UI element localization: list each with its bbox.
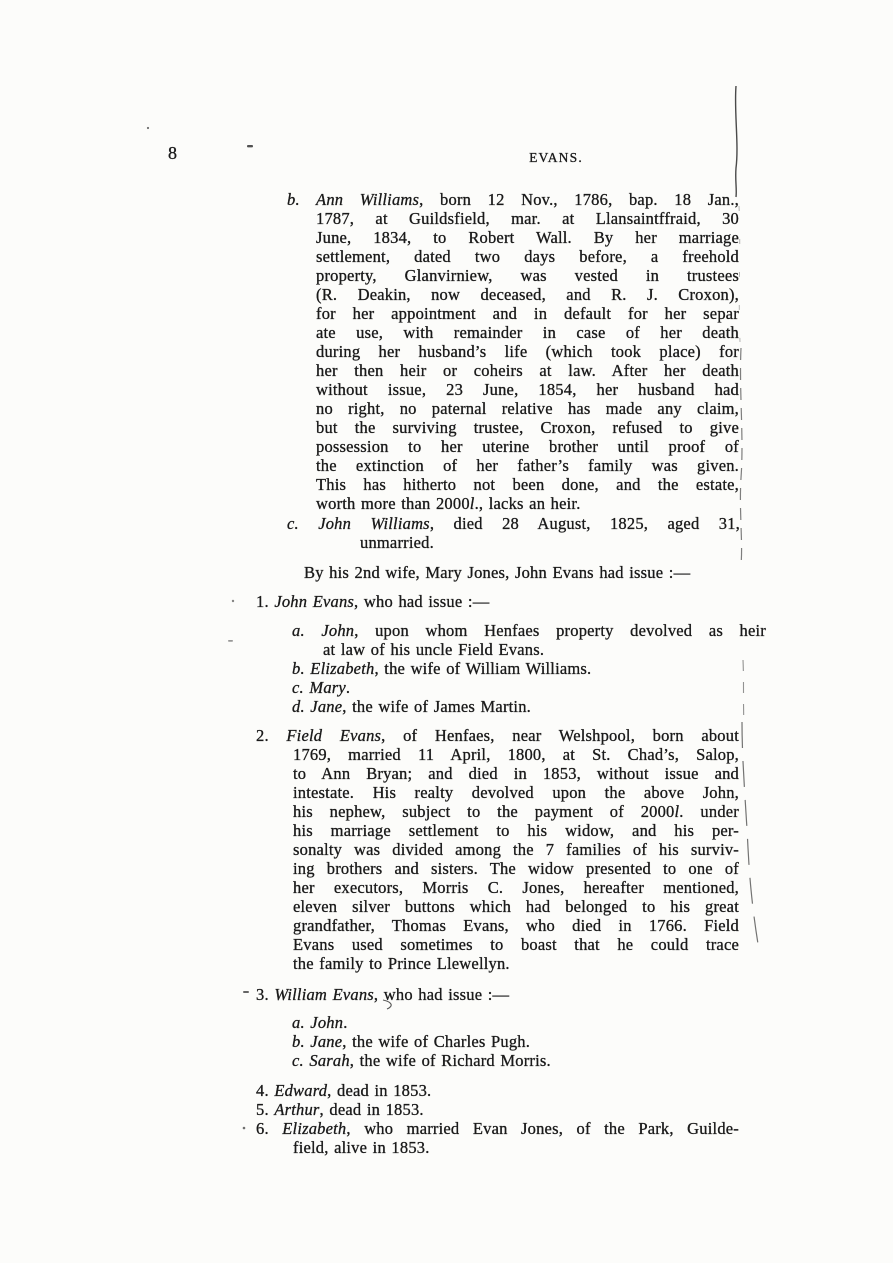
text-line: 5. Arthur, dead in 1853. xyxy=(256,1100,424,1119)
text-line: 3. William Evans, who had issue :— xyxy=(256,985,510,1004)
second-wife-note xyxy=(304,563,754,582)
scan-speck xyxy=(228,640,233,642)
text-line: d. Jane, the wife of James Martin. xyxy=(292,697,531,716)
text-line: 1787, at Guildsfield, mar. at Llansaintffraid, 30 xyxy=(316,209,739,228)
text-line: but the surviving trustee, Croxon, refused to give xyxy=(316,418,739,437)
text-line: possession to her uterine brother until proof of xyxy=(316,437,739,456)
text-line: c. John Williams, died 28 August, 1825, aged 31, xyxy=(287,514,740,533)
text-line: 2. Field Evans, of Henfaes, near Welshpool, born about xyxy=(256,726,739,745)
text-line: a. John. xyxy=(292,1013,348,1032)
text-line: worth more than 2000l., lacks an heir. xyxy=(316,494,581,513)
text-line: b. Ann Williams, born 12 Nov., 1786, bap. 18 Jan., xyxy=(287,190,739,209)
running-header: EVANS. xyxy=(529,150,583,165)
text-line: 1. John Evans, who had issue :— xyxy=(256,592,490,611)
text-line: (R. Deakin, now deceased, and R. J. Croxon), xyxy=(316,285,739,304)
entry-b-ann-williams xyxy=(287,190,739,513)
text-line: settlement, dated two days before, a freehold xyxy=(316,247,739,266)
item-5-arthur xyxy=(256,1100,756,1119)
page-number: 8 xyxy=(168,143,178,163)
scan-speck xyxy=(147,127,149,129)
scan-speck xyxy=(247,145,253,147)
text-line: ate use, with remainder in case of her death xyxy=(316,323,739,342)
text-line: during her husband’s life (which took place) for xyxy=(316,342,739,361)
text-line: b. Elizabeth, the wife of William Williams. xyxy=(292,659,592,678)
text-line: her executors, Morris C. Jones, hereafter mentioned, xyxy=(293,878,739,897)
text-line: no right, no paternal relative has made any claim, xyxy=(316,399,739,418)
text-line: intestate. His realty devolved upon the above John, xyxy=(293,783,739,802)
text-line: at law of his uncle Field Evans. xyxy=(323,640,545,659)
scan-speck xyxy=(243,991,249,993)
entry-c-john-williams xyxy=(287,514,740,552)
item-4-edward xyxy=(256,1081,756,1100)
text-line: eleven silver buttons which had belonged to his great xyxy=(293,897,739,916)
item-3-william-evans xyxy=(256,985,746,1004)
text-line: a. John, upon whom Henfaes property devolved as heir xyxy=(292,621,766,640)
text-line: field, alive in 1853. xyxy=(293,1138,430,1157)
text-line: grandfather, Thomas Evans, who died in 1766. Field xyxy=(293,916,739,935)
text-line: the extinction of her father’s family was given. xyxy=(316,456,739,475)
text-line: for her appointment and in default for her separ xyxy=(316,304,739,323)
text-line: sonalty was divided among the 7 families of his surviv- xyxy=(293,840,739,859)
text-line: Evans used sometimes to boast that he could trace xyxy=(293,935,739,954)
text-line: 6. Elizabeth, who married Evan Jones, of the Park, Guilde- xyxy=(256,1119,739,1138)
text-line: 4. Edward, dead in 1853. xyxy=(256,1081,432,1100)
text-line: June, 1834, to Robert Wall. By her marriage xyxy=(316,228,739,247)
text-line: his nephew, subject to the payment of 2000l. under xyxy=(293,802,739,821)
text-line: c. Mary. xyxy=(292,678,351,697)
text-line: c. Sarah, the wife of Richard Morris. xyxy=(292,1051,551,1070)
item-1-john-evans xyxy=(256,592,746,611)
text-line: By his 2nd wife, Mary Jones, John Evans had issue :— xyxy=(304,563,691,582)
scan-speck xyxy=(232,600,234,602)
text-line: property, Glanvirniew, was vested in trustees xyxy=(316,266,739,285)
text-line: This has hitherto not been done, and the estate, xyxy=(316,475,739,494)
item-6-elizabeth xyxy=(256,1119,739,1157)
text-line: without issue, 23 June, 1854, her husband had xyxy=(316,380,739,399)
item-2-field-evans xyxy=(256,726,739,973)
item-3-children-list xyxy=(292,1013,766,1070)
text-line: ing brothers and sisters. The widow presented to one of xyxy=(293,859,739,878)
text-line: his marriage settlement to his widow, and his per- xyxy=(293,821,739,840)
text-line: her then heir or coheirs at law. After her death xyxy=(316,361,739,380)
text-line: the family to Prince Llewellyn. xyxy=(293,954,510,973)
item-1-children-list xyxy=(292,621,766,716)
text-line: b. Jane, the wife of Charles Pugh. xyxy=(292,1032,531,1051)
scan-speck xyxy=(243,1127,246,1130)
text-line: 1769, married 11 April, 1800, at St. Chad’s, Salop, xyxy=(293,745,739,764)
text-line: to Ann Bryan; and died in 1853, without issue and xyxy=(293,764,739,783)
text-line: unmarried. xyxy=(360,533,434,552)
